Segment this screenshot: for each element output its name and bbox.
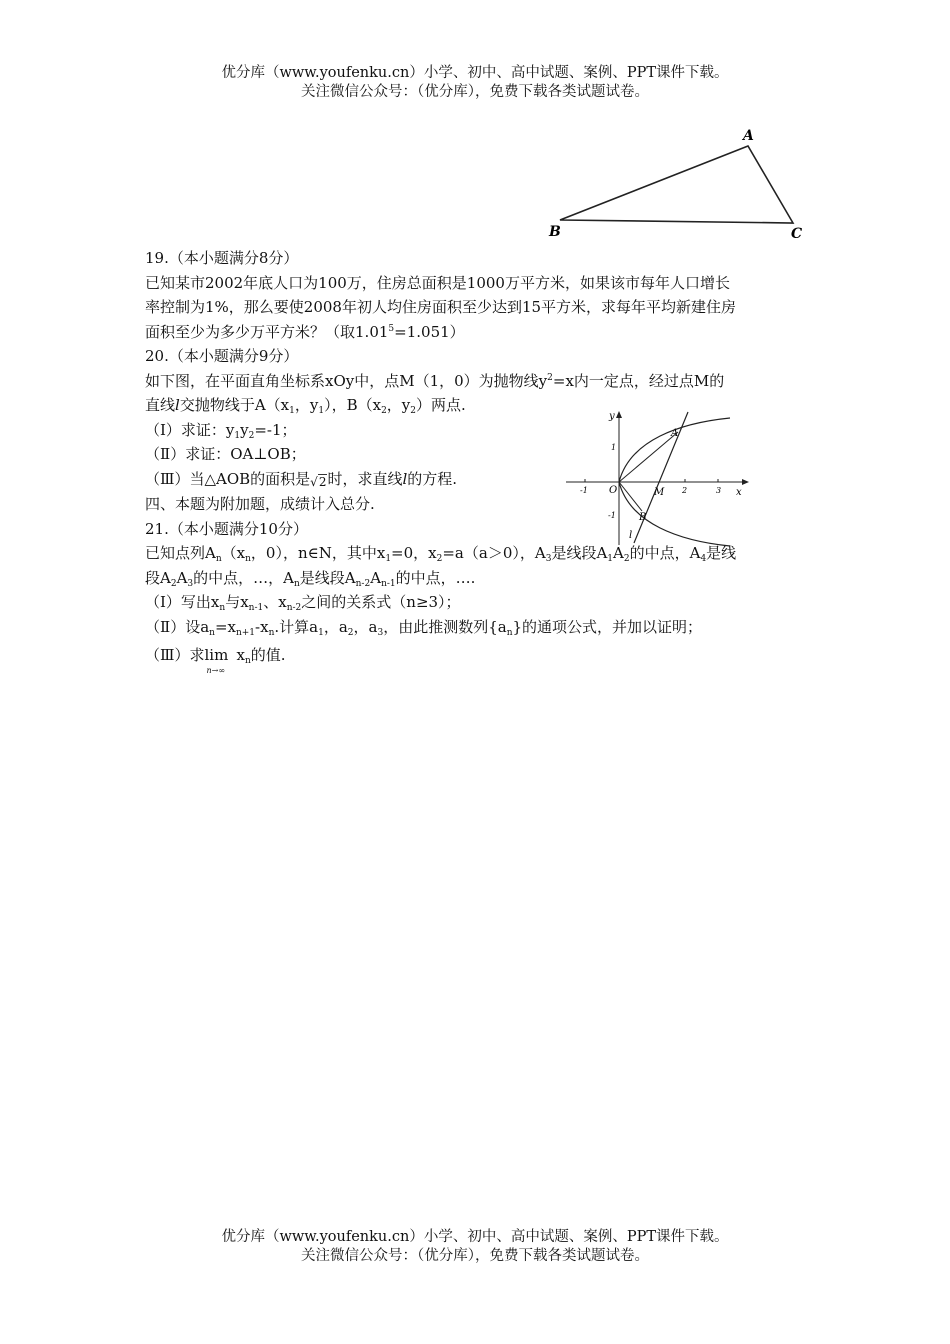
q20-line-1: 如下图，在平面直角坐标系xOy中，点M（1，0）为抛物线$y^2=x$内一定点，经过点M的	[145, 371, 725, 390]
graph-point-a-label: A	[671, 428, 679, 439]
graph-x-label: x	[736, 487, 742, 498]
q21-line-2: 段$A_2A_3$的中点，…，$A_n$是线段$A_{n-2}A_{n-1}$的中点，….	[145, 568, 476, 589]
vertex-label-c: C	[791, 226, 803, 242]
page-header	[0, 64, 950, 102]
q20-part-1: （Ⅰ）求证：$y_1y_2=-1$；	[145, 420, 297, 441]
triangle-figure	[540, 120, 810, 245]
q20-heading: 20.（本小题满分9分）	[145, 347, 299, 365]
section-4-note: 四、本题为附加题，成绩计入总分.	[145, 495, 375, 513]
q21-heading: 21.（本小题满分10分）	[145, 519, 308, 538]
sqrt-expression: √2	[310, 474, 327, 489]
graph-tick-y-neg1: -1	[608, 511, 616, 520]
q19-line-1: 已知某市2002年底人口为100万，住房总面积是1000万平方米，如果该市每年人口增长	[145, 273, 730, 292]
header-line-2: 关注微信公众号：（优分库），免费下载各类试题试卷。	[301, 84, 649, 100]
graph-tick-x-3: 3	[716, 486, 722, 495]
graph-origin-label: O	[609, 485, 618, 496]
graph-point-b-label: B	[639, 512, 647, 523]
q21-part-2: （Ⅱ）设$a_n=x_{n+1}-x_n$.计算$a_1$，$a_2$，$a_3$，由此推测数列$\{a_n\}$的通项公式，并加以证明；	[145, 617, 703, 638]
vertex-label-a: A	[743, 128, 754, 144]
graph-point-m-label: M	[654, 487, 665, 498]
q19-line-3: 面积至少为多少万平方米？（取$1.01^5=1.051$）	[145, 322, 465, 341]
line-l-symbol: l	[175, 396, 180, 414]
q20-part-2: （Ⅱ）求证：OA⊥OB；	[145, 445, 306, 463]
triangle-abc	[560, 146, 793, 223]
footer-line-1: 优分库（www.youfenku.cn）小学、初中、高中试题、案例、PPT课件下载。	[221, 1229, 729, 1245]
q21-part-1: （Ⅰ）写出$x_n$与$x_{n-1}$、$x_{n-2}$之间的关系式（n≥3）；	[145, 593, 461, 613]
graph-line-l-label: l	[629, 530, 633, 541]
page-footer	[0, 1228, 950, 1266]
graph-tick-y-1: 1	[611, 443, 617, 452]
limit-expression: lim n→∞	[204, 646, 229, 675]
header-line-1: 优分库（www.youfenku.cn）小学、初中、高中试题、案例、PPT课件下载。	[221, 65, 729, 81]
q21-line-1: 已知点列$A_n(x_n$，0），n∈N，其中$x_1=0$，$x_2=a(a>0)$，$A_3$是线段$A_1A_2$的中点，$A_4$是线	[145, 544, 737, 564]
q19-heading: 19.（本小题满分8分）	[145, 249, 299, 267]
vertex-label-b: B	[549, 224, 561, 240]
graph-tick-x-2: 2	[682, 486, 688, 495]
q20-line-2: 直线l交抛物线于$A(x_1$，$y_1$），$B(x_2$，$y_2$）两点.	[145, 396, 466, 416]
exam-content	[145, 246, 809, 675]
graph-tick-x-neg1: -1	[580, 486, 588, 495]
q20-part-3: （Ⅲ）当△AOB的面积是√2时，求直线l的方程.	[145, 467, 809, 493]
q21-part-3: （Ⅲ）求lim n→∞ $x_n$的值.	[145, 643, 809, 668]
graph-y-label: y	[609, 411, 615, 422]
footer-line-2: 关注微信公众号：（优分库），免费下载各类试题试卷。	[301, 1248, 649, 1264]
q19-line-2: 率控制为1%，那么要使2008年初人均住房面积至少达到15平方米，求每年平均新建住房	[145, 298, 737, 316]
